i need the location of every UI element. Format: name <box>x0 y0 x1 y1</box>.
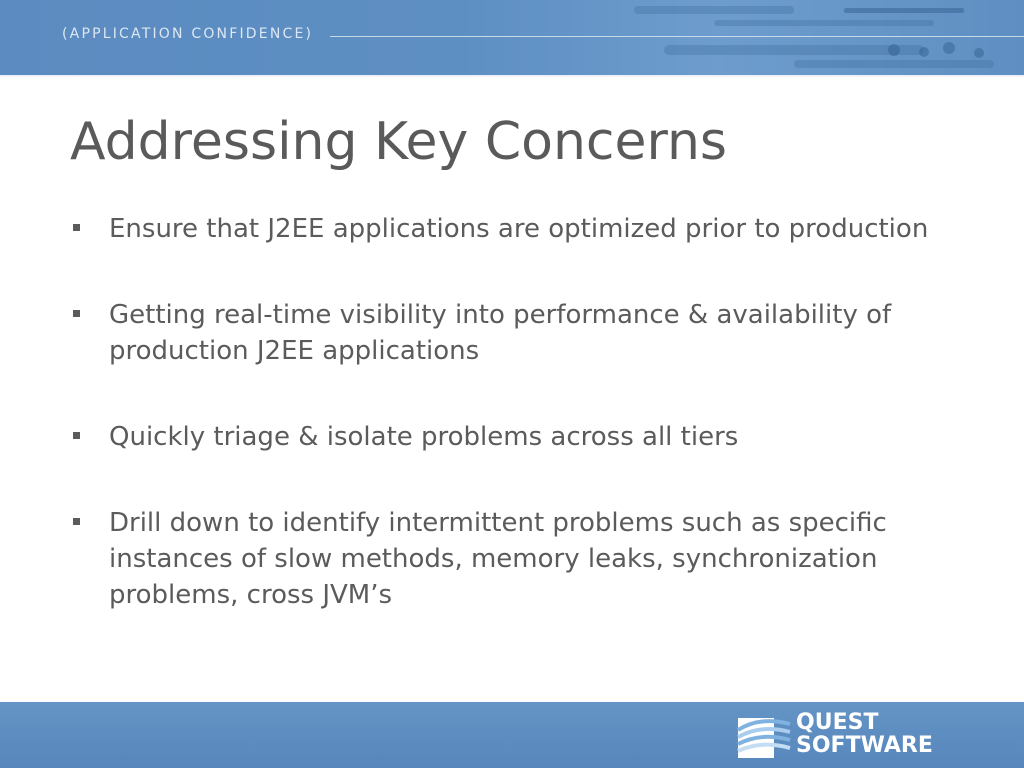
bullet-item <box>70 505 950 613</box>
logo-text-quest: QUEST <box>796 710 879 735</box>
bullet-text: Quickly triage & isolate problems across all tiers <box>109 422 739 452</box>
bullet-item <box>70 297 950 369</box>
bullet-text: Drill down to identify intermittent problems such as specific instances of slow methods, memory leaks, synchronization problems, cross JVM’s <box>109 508 887 610</box>
slide-title: Addressing Key Concerns <box>70 112 728 172</box>
banner-texture <box>594 0 1024 75</box>
square-bullet-icon <box>73 224 80 231</box>
tagline: (APPLICATION CONFIDENCE) <box>62 26 314 42</box>
logo-text-software: SOFTWARE <box>796 733 933 758</box>
quest-software-logo <box>736 708 986 762</box>
bullet-text: Ensure that J2EE applications are optimized prior to production <box>109 214 929 244</box>
square-bullet-icon <box>73 310 80 317</box>
bullet-item <box>70 211 950 247</box>
tagline-rule <box>330 36 1024 37</box>
bullet-item <box>70 419 950 455</box>
quest-logo-icon <box>736 710 792 760</box>
banner-divider <box>0 75 1024 78</box>
square-bullet-icon <box>73 432 80 439</box>
top-banner <box>0 0 1024 75</box>
square-bullet-icon <box>73 518 80 525</box>
bullet-list <box>70 211 950 613</box>
bullet-text: Getting real-time visibility into performance & availability of production J2EE applications <box>109 300 892 366</box>
